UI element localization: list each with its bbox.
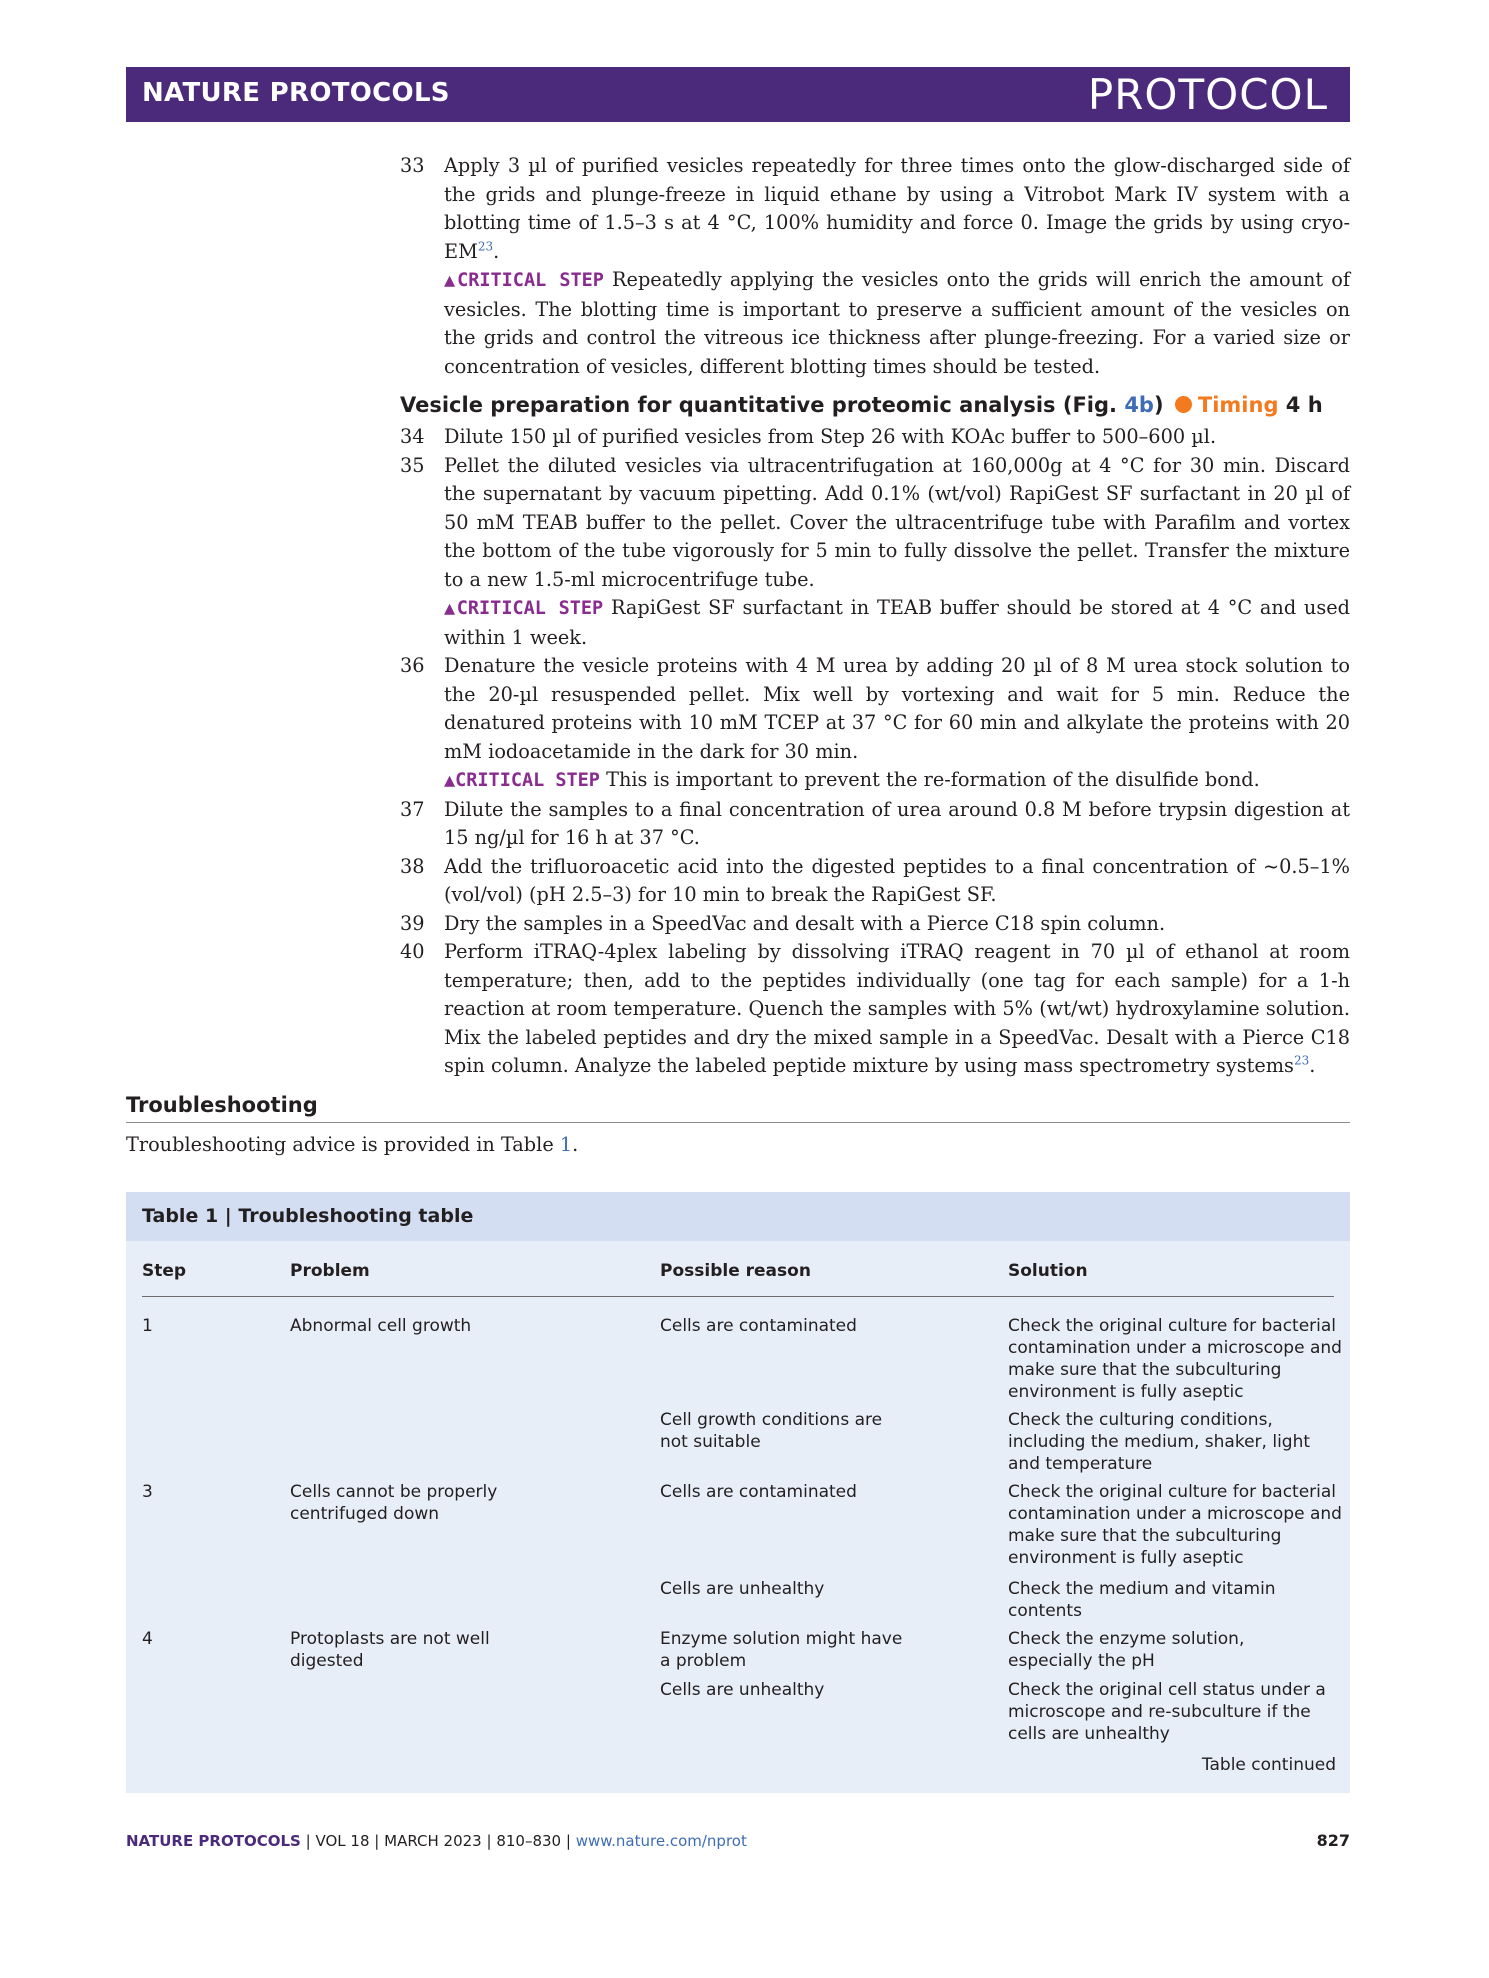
cell-step: 4 <box>142 1629 153 1649</box>
page-number: 827 <box>1316 1831 1350 1850</box>
page-footer: NATURE PROTOCOLS | VOL 18 | MARCH 2023 | 810–830 | www.nature.com/nprot <box>126 1832 747 1850</box>
reference-link[interactable]: 23 <box>477 239 494 254</box>
step-37 <box>400 796 1350 853</box>
journal-banner <box>126 67 1350 122</box>
step-39 <box>400 910 1350 939</box>
cell-solution: Check the culturing conditions, including the medium, shaker, light and temperature <box>1008 1410 1311 1474</box>
critical-step-35 <box>400 594 1350 652</box>
step-text: Denature the vesicle proteins with 4 M urea by adding 20 µl of 8 M urea stock solution to the 20-µl resuspended pellet. Mix well by vortexing and wait for 5 min. Reduce the denatured proteins with 10 mM TCEP at 37 °C for 60 min and alkylate the proteins with 20 mM iodoacetamide in the dark for 30 min. <box>444 654 1350 763</box>
critical-step-label: ▲CRITICAL STEP <box>444 270 604 291</box>
step-number: 36 <box>400 654 425 677</box>
step-number: 33 <box>400 154 425 177</box>
step-number: 37 <box>400 797 425 821</box>
step-number: 40 <box>400 940 425 963</box>
cell-problem: Protoplasts are not well digested <box>290 1629 490 1671</box>
critical-step-text: Repeatedly applying the vesicles onto the grids will enrich the amount of vesicles. The blotting time is important to preserve a sufficient amount of the vesicles on the grids and control the vitreous ice thickness after plunge-freezing. For a varied size or concentration of vesicles, different blotting times should be tested. <box>444 268 1351 378</box>
step-text: Dilute 150 µl of purified vesicles from Step 26 with KOAc buffer to 500–600 µl. <box>444 425 1217 448</box>
footer-url[interactable]: www.nature.com/nprot <box>575 1832 747 1850</box>
step-38 <box>400 853 1350 910</box>
timing-dot-icon <box>1175 396 1192 413</box>
troubleshooting-text: Troubleshooting advice is provided in Table 1. <box>126 1133 579 1156</box>
header-reason: Possible reason <box>660 1261 811 1281</box>
step-text: Add the trifluoroacetic acid into the digested peptides to a final concentration of ~0.5–1% (vol/vol) (pH 2.5–3) for 10 min to break the RapiGest SF. <box>444 854 1350 906</box>
header-step: Step <box>142 1261 187 1281</box>
step-text: Dry the samples in a SpeedVac and desalt with a Pierce C18 spin column. <box>444 911 1166 935</box>
critical-step-label: ▲CRITICAL STEP <box>444 770 600 791</box>
table-title: Table 1 | Troubleshooting table <box>126 1192 1350 1241</box>
cell-reason: Cells are contaminated <box>660 1482 857 1502</box>
article-type: PROTOCOL <box>1087 70 1328 119</box>
footer-volume: VOL 18 <box>315 1832 370 1850</box>
cell-reason: Enzyme solution might have a problem <box>660 1629 903 1671</box>
cell-reason: Cells are unhealthy <box>660 1579 825 1599</box>
header-problem: Problem <box>290 1261 370 1281</box>
cell-reason: Cell growth conditions are not suitable <box>660 1410 883 1452</box>
step-40: 40 Perform iTRAQ-4plex labeling by dissolving iTRAQ reagent in 70 µl of ethanol at room temperature; then, add to the peptides individually (one tag for each sample) for a 1-h reaction at room temperature. Quench the samples with 5% (wt/wt) hydroxylamine solution. Mix the labeled peptides and dry the mixed sample in a SpeedVac. Desalt with a Pierce C18 spin column. Analyze the labeled peptide mixture by using mass spectrometry systems$^{23}$. <box>400 940 1350 1077</box>
step-number: 35 <box>400 453 425 477</box>
journal-name: NATURE PROTOCOLS <box>142 78 450 108</box>
cell-step: 3 <box>142 1482 153 1502</box>
step-34 <box>400 423 1350 452</box>
cell-problem: Abnormal cell growth <box>290 1316 472 1336</box>
step-33: 33 Apply 3 µl of purified vesicles repeatedly for three times onto the glow-discharged side of the grids and plunge-freeze in liquid ethane by using a Vitrobot Mark IV system with a blotting time of 1.5–3 s at 4 °C, 100% humidity and force 0. Image the grids by using cryo-EM$^{23}$. <box>400 154 1350 263</box>
header-divider <box>142 1296 1334 1297</box>
steps-block <box>400 423 1350 1081</box>
cell-solution: Check the original cell status under a microscope and re-subculture if the cells are unhealthy <box>1008 1680 1326 1744</box>
header-solution: Solution <box>1008 1261 1088 1281</box>
cell-solution: Check the original culture for bacterial contamination under a microscope and make sure that the subculturing environment is fully aseptic <box>1008 1482 1342 1568</box>
figure-link[interactable]: 4b <box>1124 393 1154 417</box>
section-heading: Vesicle preparation for quantitative proteomic analysis (Fig. 4b) Timing 4 h <box>400 393 1323 417</box>
step-number: 34 <box>400 425 425 448</box>
steps-block-top <box>400 152 1350 381</box>
table-link[interactable]: 1 <box>559 1133 573 1156</box>
critical-step-36 <box>400 766 1350 796</box>
cell-solution: Check the medium and vitamin contents <box>1008 1579 1276 1621</box>
footer-pages: 810–830 <box>496 1832 562 1850</box>
cell-reason: Cells are contaminated <box>660 1316 857 1336</box>
footer-date: MARCH 2023 <box>384 1832 482 1850</box>
table-continued: Table continued <box>1201 1755 1336 1775</box>
step-text: Perform iTRAQ-4plex labeling by dissolving iTRAQ reagent in 70 µl of ethanol at room temperature; then, add to the peptides individually (one tag for each sample) for a 1-h reaction at room temperature. Quench the samples with 5% (wt/wt) hydroxylamine solution. Mix the labeled peptides and dry the mixed sample in a SpeedVac. Desalt with a Pierce C18 spin column. Analyze the labeled peptide mixture by using mass spectrometry systems <box>444 940 1350 1077</box>
cell-step: 1 <box>142 1316 153 1336</box>
critical-step-text: RapiGest SF surfactant in TEAB buffer should be stored at 4 °C and used within 1 week. <box>444 596 1350 649</box>
critical-step-label: ▲CRITICAL STEP <box>444 598 604 619</box>
troubleshooting-table <box>126 1192 1350 1793</box>
cell-solution: Check the original culture for bacterial contamination under a microscope and make sure that the subculturing environment is fully aseptic <box>1008 1316 1342 1402</box>
timing-label: Timing <box>1197 393 1279 417</box>
step-number: 38 <box>400 854 425 878</box>
cell-reason: Cells are unhealthy <box>660 1680 825 1700</box>
step-number: 39 <box>400 911 425 935</box>
step-text: Apply 3 µl of purified vesicles repeatedly for three times onto the glow-discharged side of the grids and plunge-freeze in liquid ethane by using a Vitrobot Mark IV system with a blotting time of 1.5–3 s at 4 °C, 100% humidity and force 0. Image the grids by using cryo-EM <box>444 154 1350 263</box>
critical-step-text: This is important to prevent the re-formation of the disulfide bond. <box>606 768 1260 791</box>
cell-problem: Cells cannot be properly centrifuged down <box>290 1482 498 1524</box>
critical-step-33 <box>400 266 1350 381</box>
step-36 <box>400 652 1350 766</box>
timing-value: 4 h <box>1285 393 1323 417</box>
cell-solution: Check the enzyme solution, especially the pH <box>1008 1629 1245 1671</box>
troubleshooting-heading: Troubleshooting <box>126 1093 1350 1123</box>
footer-journal: NATURE PROTOCOLS <box>126 1832 301 1850</box>
step-35 <box>400 452 1350 595</box>
reference-link[interactable]: 23 <box>1293 1053 1310 1068</box>
step-text: Dilute the samples to a final concentration of urea around 0.8 M before trypsin digestion at 15 ng/µl for 16 h at 37 °C. <box>444 797 1350 849</box>
step-text: Pellet the diluted vesicles via ultracentrifugation at 160,000g at 4 °C for 30 min. Discard the supernatant by vacuum pipetting. Add 0.1% (wt/vol) RapiGest SF surfactant in 20 µl of 50 mM TEAB buffer to the pellet. Cover the ultracentrifuge tube with Parafilm and vortex the bottom of the tube vigorously for 5 min to fully dissolve the pellet. Transfer the mixture to a new 1.5-ml microcentrifuge tube. <box>444 453 1350 591</box>
